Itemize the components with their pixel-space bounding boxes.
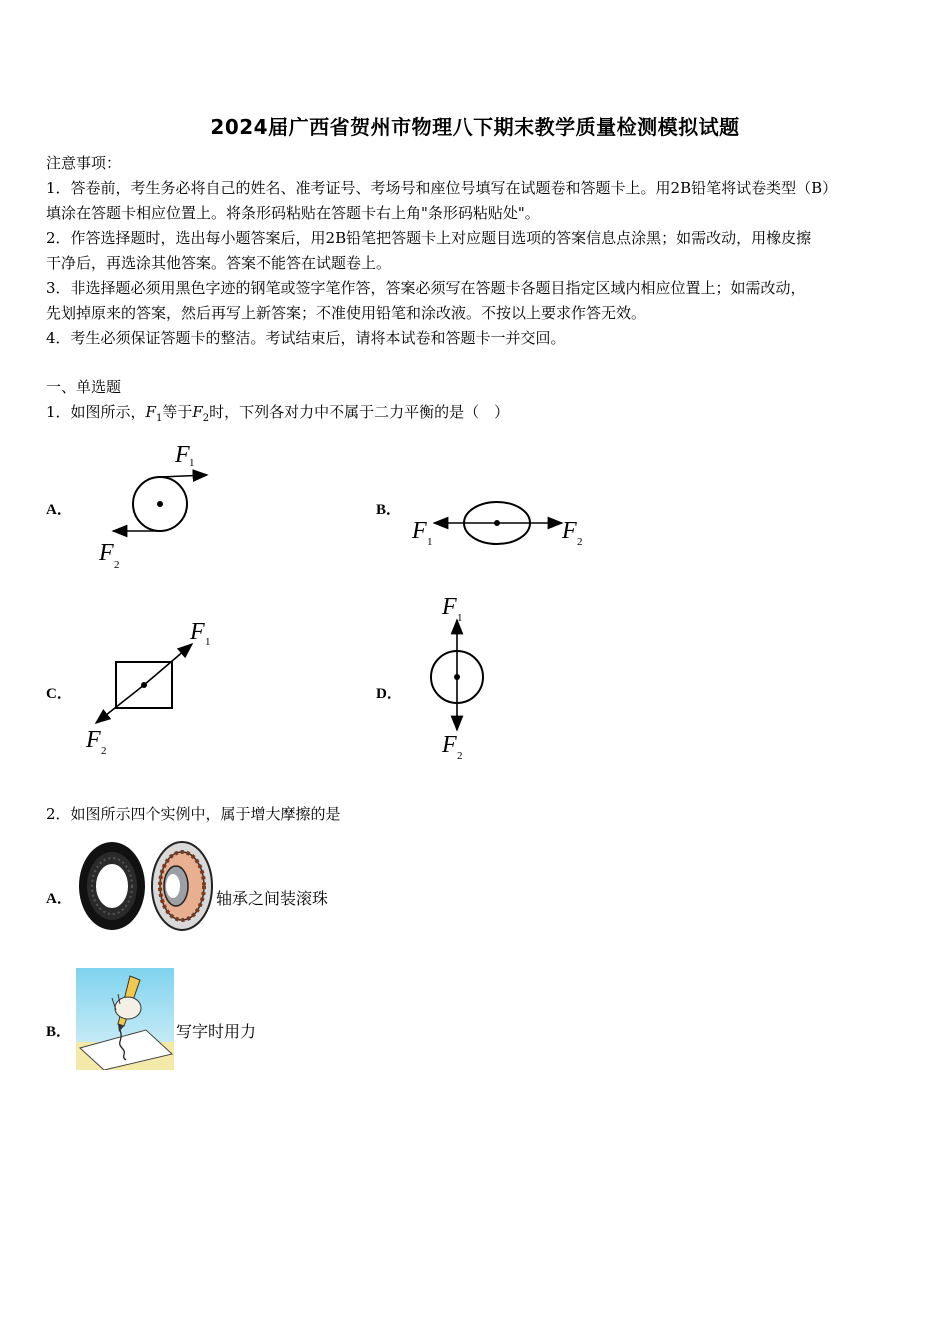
label-f: F	[442, 594, 457, 620]
writing-image	[76, 968, 174, 1070]
label-f: F	[562, 518, 577, 544]
bearing-hole	[96, 864, 128, 908]
center-dot	[157, 501, 163, 507]
force-arrow-f1	[144, 644, 192, 685]
page-title: 2024届广西省贺州市物理八下期末教学质量检测模拟试题	[210, 115, 740, 139]
notice-item-4: 4．考生必须保证答题卡的整洁。考试结束后，请将本试卷和答题卡一并交回。	[46, 329, 566, 347]
q1-option-a-figure	[95, 438, 225, 578]
q1-option-c-label: C．	[46, 686, 72, 702]
notice-item-1-line-2: 填涂在答题卡相应位置上。将条形码粘贴在答题卡右上角"条形码粘贴处"。	[46, 204, 540, 222]
roller-bearing-hole	[166, 874, 180, 898]
label-sub-1: 1	[205, 636, 211, 648]
q2-option-b-caption: 写字时用力	[176, 1022, 257, 1041]
force-arrow-f2	[96, 685, 144, 723]
label-f: F	[412, 518, 427, 544]
q1-option-b-figure	[408, 495, 593, 555]
q1-f1: F	[145, 403, 156, 421]
q1-f2: F	[192, 403, 203, 421]
q1-f2-sub: 2	[202, 413, 210, 424]
q2-option-a-caption: 轴承之间装滚珠	[216, 889, 329, 908]
q1-option-a-label: A．	[46, 502, 72, 518]
label-sub-1: 1	[457, 612, 463, 624]
q1-suffix: 时，下列各对力中不属于二力平衡的是（ ）	[209, 403, 510, 421]
notice-item-3-line-2: 先划掉原来的答案，然后再写上新答案；不准使用铅笔和涂改液。不按以上要求作答无效。	[46, 304, 647, 322]
notice-item-1-line-1: 1．答卷前，考生务必将自己的姓名、准考证号、考场号和座位号填写在试题卷和答题卡上。用2B铅笔将试卷类型（B）	[46, 179, 838, 197]
q2-option-b-label: B．	[46, 1024, 72, 1040]
q1-f1-sub: 1	[155, 413, 163, 424]
q1-option-b-label: B．	[376, 502, 402, 518]
label-sub-2: 2	[114, 559, 120, 571]
label-f: F	[175, 442, 190, 468]
q1-option-d-label: D．	[376, 686, 402, 702]
q1-option-d-figure	[420, 590, 500, 765]
section-heading: 一、单选题	[46, 378, 122, 396]
label-f: F	[86, 727, 101, 753]
label-sub-2: 2	[457, 750, 463, 762]
force-arrow-f1	[160, 475, 207, 477]
notice-heading: 注意事项：	[46, 154, 122, 172]
q1-option-c-figure	[82, 612, 222, 762]
label-sub-2: 2	[101, 745, 107, 757]
question-2-stem: 2．如图所示四个实例中，属于增大摩擦的是	[46, 805, 341, 823]
q2-option-a-label: A．	[46, 891, 72, 907]
notice-item-2-line-1: 2．作答选择题时，选出每小题答案后，用2B铅笔把答题卡上对应题目选项的答案信息点涂黑；如需改动，用橡皮擦	[46, 229, 812, 247]
label-sub-2: 2	[577, 536, 583, 548]
bearing-image	[76, 838, 216, 936]
notice-item-3-line-1: 3．非选择题必须用黑色字迹的钢笔或签字笔作答，答案必须写在答题卡各题目指定区域内相应位置上；如需改动，	[46, 279, 806, 297]
label-sub-1: 1	[189, 457, 195, 469]
label-f: F	[99, 540, 114, 566]
notice-item-2-line-2: 干净后，再选涂其他答案。答案不能答在试题卷上。	[46, 254, 392, 272]
label-f: F	[442, 732, 457, 758]
q1-mid: 等于	[162, 403, 193, 421]
label-sub-1: 1	[427, 536, 433, 548]
q1-prefix: 1．如图所示，	[46, 403, 146, 421]
question-1-stem	[46, 401, 509, 424]
label-f: F	[190, 619, 205, 645]
